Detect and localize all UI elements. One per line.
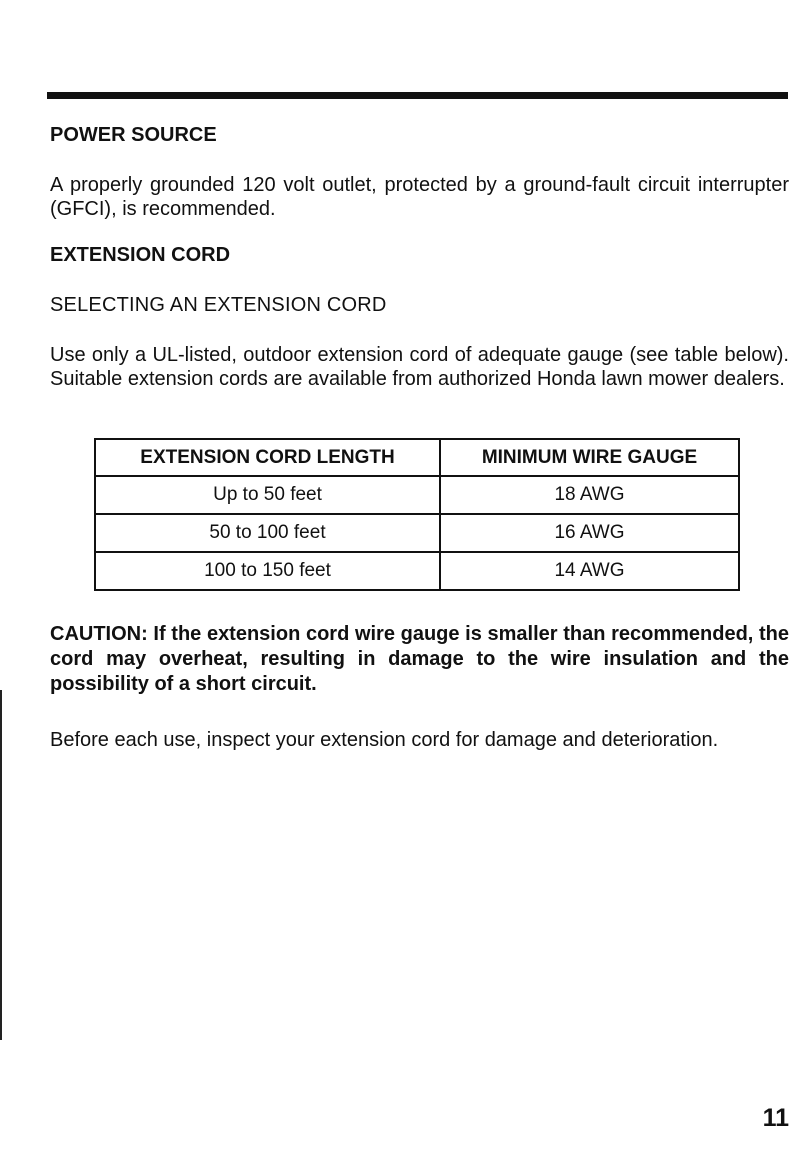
top-rule <box>47 92 788 99</box>
power-source-heading: POWER SOURCE <box>50 124 217 146</box>
cell-gauge: 16 AWG <box>440 514 739 552</box>
caution-text: CAUTION: If the extension cord wire gauge is smaller than recommended, the cord may overheat, resulting in damage to the wire insulation and the possibility of a short circuit. <box>50 623 789 695</box>
cell-gauge: 18 AWG <box>440 476 739 514</box>
page-edge-line <box>0 690 2 1040</box>
table-row <box>95 514 739 552</box>
cell-length: 50 to 100 feet <box>95 514 440 552</box>
page-number: 11 <box>762 1104 789 1132</box>
inspection-text: Before each use, inspect your extension cord for damage and deterioration. <box>50 729 719 751</box>
cell-length: 100 to 150 feet <box>95 552 440 590</box>
table-row <box>95 552 739 590</box>
cell-gauge: 14 AWG <box>440 552 739 590</box>
table-row <box>95 476 739 514</box>
extension-cord-table <box>94 438 740 591</box>
header-wire-gauge: MINIMUM WIRE GAUGE <box>440 439 739 476</box>
extension-cord-text: Use only a UL-listed, outdoor extension cord of adequate gauge (see table below). Suitable extension cords are available from authorized Honda lawn mower dealers. <box>50 344 789 390</box>
power-source-text: A properly grounded 120 volt outlet, protected by a ground-fault circuit interrupter (GFCI), is recommended. <box>50 174 789 220</box>
cell-length: Up to 50 feet <box>95 476 440 514</box>
selecting-cord-subheading: SELECTING AN EXTENSION CORD <box>50 294 387 316</box>
extension-cord-heading: EXTENSION CORD <box>50 244 231 266</box>
header-cord-length: EXTENSION CORD LENGTH <box>95 439 440 476</box>
table-header-row <box>95 439 739 476</box>
